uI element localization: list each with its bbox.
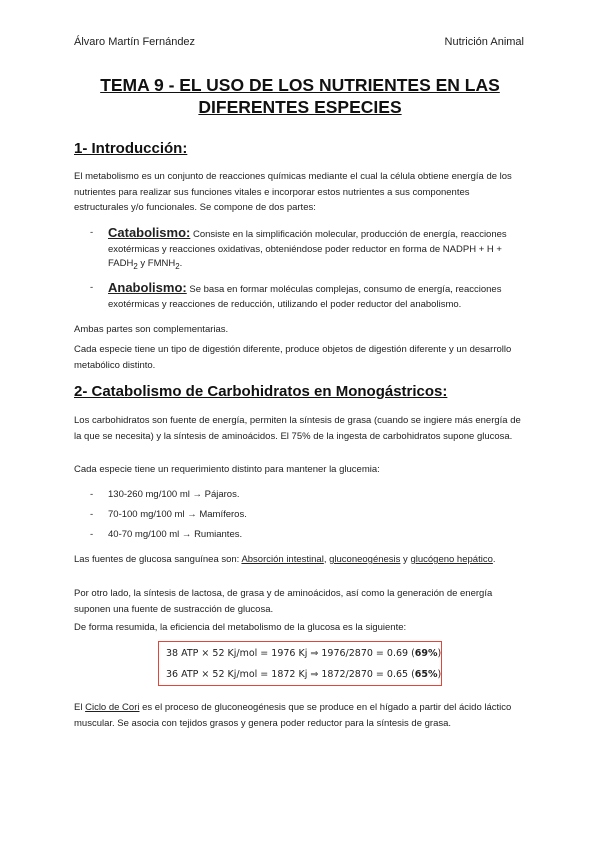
formula-row	[166, 648, 441, 659]
catabolismo-text: Consiste en la simplificación molecular, producción de energía, reacciones exotérmicas y reacciones oxidativas, obteniéndose poder reductor en forma de NADPH + H + FADH	[108, 229, 507, 269]
bullet-body	[108, 281, 528, 312]
header-subject: Nutrición Animal	[444, 36, 524, 48]
bullet-dash: -	[90, 529, 94, 540]
fuentes-sep: ,	[323, 554, 330, 565]
especie-paragraph: Cada especie tiene un tipo de digestión diferente, produce objetos de digestión diferente y un desarrollo metabólico distinto.	[74, 344, 512, 371]
carbohidratos-paragraph: Los carbohidratos son fuente de energía, permiten la síntesis de grasa (cuando se ingiere más energía de la que se necesita) y la síntesis de aminoácidos. El 75% de la ingesta de carbohidratos supone glucosa.	[74, 415, 521, 442]
fuentes-sep: y	[400, 554, 411, 565]
cori-post: es el proceso de gluconeogénesis que se produce en el hígado a partir del ácido láctico muscular. Se asocia con tejidos grasos y genera poder reductor para la síntesis de grasa.	[74, 702, 512, 729]
section-1-heading: 1- Introducción:	[74, 140, 188, 157]
link-ciclo-de-cori: Ciclo de Cori	[85, 702, 140, 713]
formula-percent: 69%	[414, 648, 438, 659]
anabolismo-text: Se basa en formar moléculas complejas, consumo de energía, reacciones exotérmicas y reacciones de reducción, utilizando el poder reductor del anabolismo.	[108, 284, 502, 310]
glucemia-text: 130-260 mg/100 ml → Pájaros.	[108, 489, 240, 500]
formula-percent: 65%	[414, 669, 438, 680]
link-gluconeogenesis: gluconeogénesis	[329, 554, 401, 565]
fuentes-post: .	[492, 554, 496, 565]
formula-close: )	[437, 648, 442, 659]
glucemia-text: 40-70 mg/100 ml → Rumiantes.	[108, 529, 243, 540]
sustraccion-paragraph: Por otro lado, la síntesis de lactosa, de grasa y de aminoácidos, así como la generación de energía suponen una fuente de sustracción de glucosa.	[74, 588, 493, 615]
subscript: 2	[133, 261, 138, 271]
glucemia-text: 70-100 mg/100 ml → Mamíferos.	[108, 509, 247, 520]
term-catabolismo: Catabolismo:	[108, 225, 191, 240]
intro-paragraph: El metabolismo es un conjunto de reacciones químicas mediante el cual la célula obtiene energía de los nutrientes para realizar sus funciones vitales e incorporar estos nutrientes a sus componentes estructurales y/o funcionales. Se compone de dos partes:	[74, 171, 512, 213]
bullet-body	[108, 226, 528, 274]
link-absorcion-intestinal: Absorción intestinal	[241, 554, 324, 565]
header-author: Álvaro Martín Fernández	[74, 36, 196, 48]
cori-pre: El	[74, 702, 86, 713]
fuentes-paragraph	[74, 552, 526, 568]
requerimiento-paragraph: Cada especie tiene un requerimiento distinto para mantener la glucemia:	[74, 464, 380, 475]
section-2-heading: 2- Catabolismo de Carbohidratos en Monogástricos:	[74, 383, 448, 400]
formula-row	[166, 669, 441, 680]
formula-close: )	[437, 669, 442, 680]
complementarias-paragraph: Ambas partes son complementarias.	[74, 324, 229, 335]
catabolismo-text-b: y FMNH	[137, 258, 176, 269]
subscript: 2	[175, 261, 180, 271]
bullet-dash: -	[90, 509, 94, 520]
bullet-dash: -	[90, 227, 94, 238]
formula-expr: 38 ATP × 52 Kj/mol = 1976 Kj ⇒ 1976/2870 = 0.69 (	[166, 648, 415, 659]
formula-expr: 36 ATP × 52 Kj/mol = 1872 Kj ⇒ 1872/2870 = 0.65 (	[166, 669, 415, 680]
bullet-dash: -	[90, 489, 94, 500]
document-title: TEMA 9 - EL USO DE LOS NUTRIENTES EN LAS DIFERENTES ESPECIES	[100, 75, 500, 117]
efficiency-formula-box	[158, 641, 442, 686]
eficiencia-paragraph: De forma resumida, la eficiencia del metabolismo de la glucosa es la siguiente:	[74, 622, 407, 633]
term-anabolismo: Anabolismo:	[108, 280, 187, 295]
catabolismo-text-c: .	[179, 258, 183, 269]
bullet-dash: -	[90, 282, 94, 293]
link-glucogeno-hepatico: glucógeno hepático	[410, 554, 493, 565]
fuentes-pre: Las fuentes de glucosa sanguínea son:	[74, 554, 242, 565]
cori-paragraph	[74, 700, 526, 731]
